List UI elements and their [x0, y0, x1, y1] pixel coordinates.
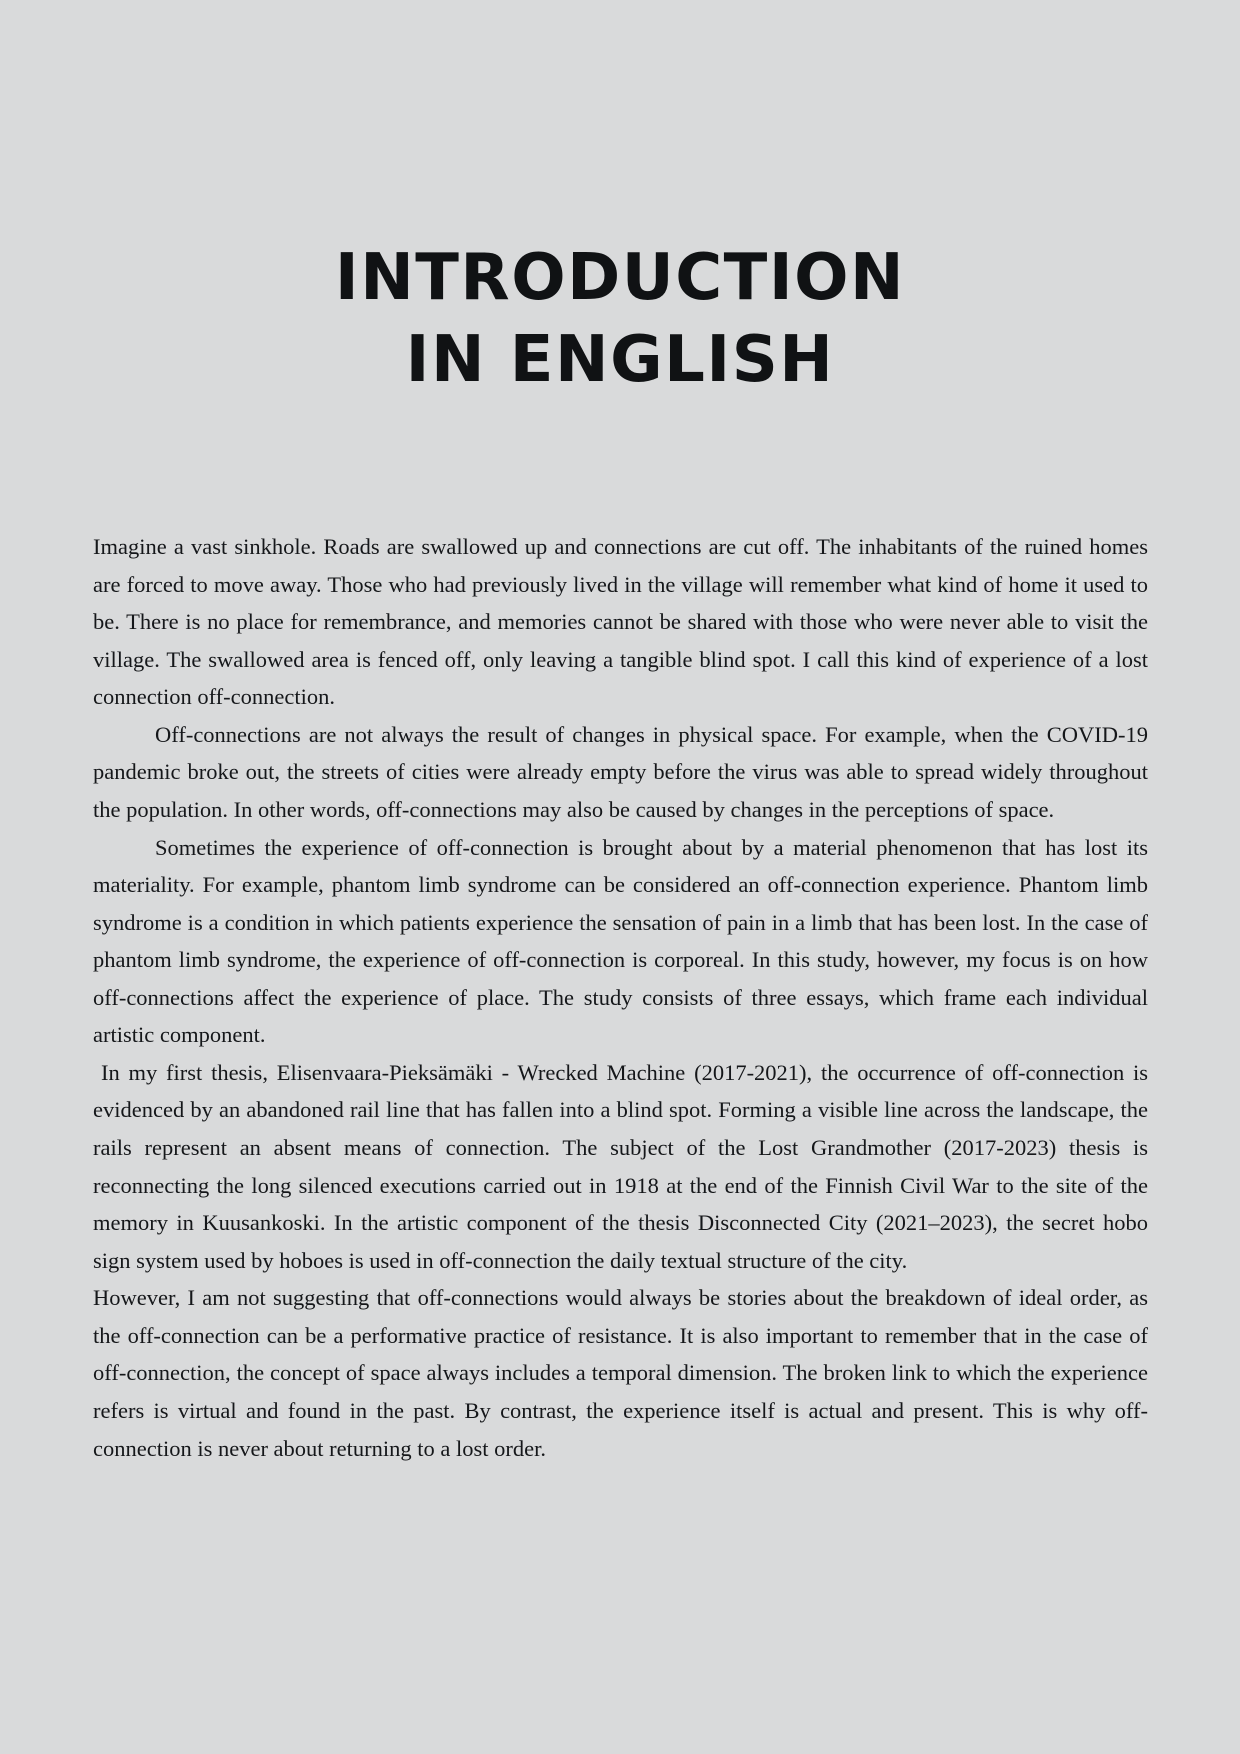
body-text — [93, 528, 1148, 1467]
paragraph-2: Off-connections are not always the result of changes in physical space. For example, when the COVID-19 pandemic broke out, the streets of cities were already empty before the virus was able to spread widely throughout the population. In other words, off-connections may also be caused by changes in the perceptions of space. — [93, 721, 1148, 822]
paragraph-1: Imagine a vast sinkhole. Roads are swallowed up and connections are cut off. The inhabitants of the ruined homes are forced to move away. Those who had previously lived in the village will remember what kind of home it used to be. There is no place for remembrance, and memories cannot be shared with those who were never able to visit the village. The swallowed area is fenced off, only leaving a tangible blind spot. I call this kind of experience of a lost connection off-connection. — [93, 534, 1148, 710]
page-title — [0, 238, 1240, 402]
paragraph-3: Sometimes the experience of off-connection is brought about by a material phenomenon that has lost its materiality. For example, phantom limb syndrome can be considered an off-connection experience. Phantom limb syndrome is a condition in which patients experience the sensation of pain in a limb that has been lost. In the case of phantom limb syndrome, the experience of off-connection is corporeal. In this study, however, my focus is on how off-connections affect the experience of place. The study consists of three essays, which frame each individual artistic component. — [93, 834, 1148, 1048]
page-title-line-2: IN ENGLISH — [405, 322, 835, 397]
page-title-line-1: INTRODUCTION — [334, 241, 906, 315]
paragraph-4: In my first thesis, Elisenvaara-Pieksämäki - Wrecked Machine (2017-2021), the occurrence of off-connection is evidenced by an abandoned rail line that has fallen into a blind spot. Forming a visible line across the landscape, the rails represent an absent means of connection. The subject of the Lost Grandmother (2017-2023) thesis is reconnecting the long silenced executions carried out in 1918 at the end of the Finnish Civil War to the site of the memory in Kuusankoski. In the artistic component of the thesis Disconnected City (2021–2023), the secret hobo sign system used by hoboes is used in off-connection the daily textual structure of the city. — [93, 1059, 1148, 1273]
paragraph-5: However, I am not suggesting that off-connections would always be stories about the breakdown of ideal order, as the off-connection can be a performative practice of resistance. It is also important to remember that in the case of off-connection, the concept of space always includes a temporal dimension. The broken link to which the experience refers is virtual and found in the past. By contrast, the experience itself is actual and present. This is why off-connection is never about returning to a lost order. — [93, 1285, 1148, 1461]
